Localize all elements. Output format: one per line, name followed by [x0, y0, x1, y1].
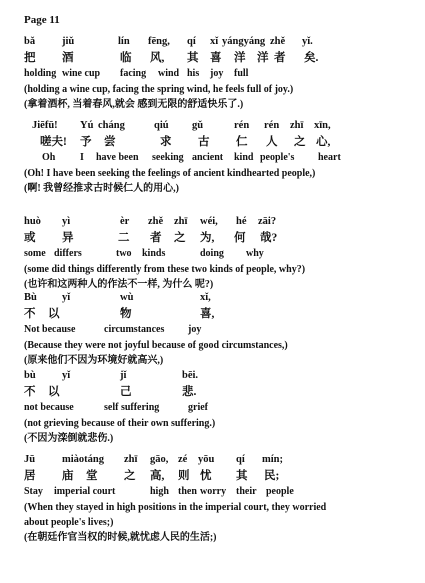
gloss-token: Not because — [24, 324, 76, 335]
hanzi-token: 把 — [24, 52, 36, 64]
gloss-token: two — [116, 248, 132, 259]
pinyin-token: fēng, — [148, 36, 170, 47]
gloss-token: people — [266, 486, 294, 497]
verse-section — [24, 118, 419, 196]
hanzi-token: 哉? — [260, 232, 278, 244]
hanzi-token: 之 — [174, 232, 186, 244]
gloss-token: doing — [200, 248, 224, 259]
gloss-token: people's — [260, 152, 295, 163]
english-translation: (holding a wine cup, facing the spring wind, he feels full of joy.) — [24, 84, 294, 95]
english-translation: (When they stayed in high positions in the imperial court, they worried — [24, 502, 327, 513]
gloss-token: his — [187, 68, 200, 79]
hanzi-line — [24, 468, 419, 484]
hanzi-token: 何 — [234, 232, 246, 244]
hanzi-token: 居 — [24, 470, 36, 482]
verse-section — [24, 452, 419, 545]
gloss-line — [24, 246, 419, 262]
gloss-token: facing — [120, 68, 147, 79]
pinyin-token: gǔ — [192, 120, 204, 131]
hanzi-token: 矣. — [304, 52, 319, 64]
hanzi-token: 堂 — [86, 470, 98, 482]
gloss-token: wine cup — [62, 68, 101, 79]
pinyin-token: Jū — [24, 454, 36, 465]
hanzi-token: 物 — [120, 308, 132, 320]
hanzi-token: 高, — [150, 470, 165, 482]
pinyin-token: zāi? — [258, 216, 277, 227]
pinyin-token: xǐ, — [200, 292, 211, 303]
pinyin-line — [24, 368, 419, 384]
gloss-token: Oh — [42, 152, 56, 163]
gloss-token: kind — [234, 152, 254, 163]
hanzi-line — [24, 50, 419, 66]
pinyin-token: rén — [264, 120, 280, 131]
verse-section — [24, 214, 419, 292]
gloss-line — [24, 66, 419, 82]
english-translation: (some did things differently from these two kinds of people, why?) — [24, 264, 306, 275]
hanzi-token: 不 — [24, 308, 36, 320]
hanzi-token: 者 — [150, 232, 162, 244]
gloss-token: worry — [200, 486, 227, 497]
pinyin-token: xǐ — [210, 36, 219, 47]
pinyin-token: bù — [24, 370, 36, 381]
gloss-token: seeking — [152, 152, 184, 163]
pinyin-token: xīn, — [314, 120, 331, 131]
pinyin-token: zhě — [148, 216, 164, 227]
verse-section — [24, 290, 419, 368]
hanzi-line — [24, 306, 419, 322]
pinyin-token: cháng — [98, 120, 125, 131]
gloss-line — [24, 150, 419, 166]
gloss-line — [24, 400, 419, 416]
hanzi-token: 庙 — [62, 470, 74, 482]
gloss-token: full — [234, 68, 249, 79]
pinyin-token: yǐ — [62, 370, 71, 381]
pinyin-token: yǐ. — [302, 36, 313, 47]
hanzi-token: 以 — [48, 308, 60, 320]
pinyin-token: huò — [24, 216, 41, 227]
hanzi-token: 酒 — [62, 52, 74, 64]
gloss-line — [24, 484, 419, 500]
gloss-token: ancient — [192, 152, 224, 163]
gloss-token: differs — [54, 248, 82, 259]
pinyin-token: gāo, — [150, 454, 169, 465]
hanzi-line — [24, 134, 419, 150]
hanzi-token: 喜 — [210, 52, 222, 64]
english-translation: (Oh! I have been seeking the feelings of ancient kindhearted people,) — [24, 168, 316, 179]
pinyin-line — [24, 214, 419, 230]
gloss-token: some — [24, 248, 46, 259]
gloss-token: wind — [158, 68, 180, 79]
hanzi-line — [24, 384, 419, 400]
gloss-token: their — [236, 486, 257, 497]
pinyin-token: mín; — [262, 454, 283, 465]
hanzi-token: 忧 — [200, 470, 212, 482]
pinyin-line — [24, 34, 419, 50]
pinyin-token: zhī — [174, 216, 188, 227]
hanzi-token: 予 — [80, 136, 92, 148]
hanzi-token: 民; — [264, 470, 280, 482]
hanzi-token: 则 — [178, 470, 190, 482]
hanzi-token: 风, — [150, 52, 165, 64]
pinyin-token: hé — [236, 216, 247, 227]
gloss-line — [24, 322, 419, 338]
hanzi-line — [24, 230, 419, 246]
gloss-token: not because — [24, 402, 74, 413]
chinese-translation: (在朝廷作官当权的时候,就忧虑人民的生活;) — [24, 532, 217, 543]
gloss-token: grief — [188, 402, 208, 413]
hanzi-token: 求 — [160, 136, 172, 148]
pinyin-token: zhī — [124, 454, 138, 465]
hanzi-token: 之 — [294, 136, 306, 148]
verse-section — [24, 34, 419, 112]
hanzi-token: 古 — [198, 136, 210, 148]
gloss-token: joy — [188, 324, 202, 335]
hanzi-token: 其 — [187, 52, 199, 64]
pinyin-token: yì — [62, 216, 71, 227]
pinyin-token: Jiēfū! — [32, 120, 58, 131]
hanzi-token: 仁 — [236, 136, 248, 148]
hanzi-token: 其 — [236, 470, 248, 482]
english-translation: (not grieving because of their own suffering.) — [24, 418, 216, 429]
pinyin-token: jiǔ — [62, 36, 75, 47]
pinyin-token: zhī — [290, 120, 304, 131]
hanzi-token: 悲. — [182, 386, 197, 398]
english-translation: (Because they were not joyful because of good circumstances,) — [24, 340, 288, 351]
hanzi-token: 二 — [118, 232, 130, 244]
gloss-token: joy — [210, 68, 224, 79]
gloss-token: have been — [96, 152, 139, 163]
gloss-token: Stay — [24, 486, 43, 497]
pinyin-token: yángyáng — [222, 36, 266, 47]
hanzi-token: 洋 — [234, 52, 246, 64]
hanzi-token: 异 — [62, 232, 74, 244]
gloss-token: self suffering — [104, 402, 160, 413]
hanzi-token: 之 — [124, 470, 136, 482]
pinyin-token: Yú — [80, 120, 94, 131]
pinyin-token: wéi, — [200, 216, 218, 227]
pinyin-line — [24, 290, 419, 306]
gloss-token: high — [150, 486, 169, 497]
gloss-token: circumstances — [104, 324, 165, 335]
hanzi-token: 者 — [274, 52, 286, 64]
hanzi-token: 人 — [266, 136, 278, 148]
gloss-token: imperial court — [54, 486, 116, 497]
pinyin-token: rén — [234, 120, 250, 131]
pinyin-token: qí — [236, 454, 245, 465]
chinese-translation: (拿着酒杯, 当着春风,就会 感到无限的舒适快乐了.) — [24, 99, 244, 110]
pinyin-token: wù — [120, 292, 134, 303]
hanzi-token: 为, — [200, 232, 215, 244]
gloss-token: why — [246, 248, 264, 259]
pinyin-token: zé — [178, 454, 188, 465]
hanzi-token: 洋 — [257, 52, 269, 64]
hanzi-token: 喜, — [200, 308, 215, 320]
hanzi-token: 尝 — [104, 136, 116, 148]
hanzi-token: 以 — [48, 386, 60, 398]
chinese-translation: (也许和这两种人的作法不一样, 为什么 呢?) — [24, 279, 214, 290]
gloss-token: kinds — [142, 248, 166, 259]
hanzi-token: 心, — [316, 136, 331, 148]
chinese-translation: (不因为滦倒就悲伤.) — [24, 433, 114, 444]
pinyin-token: bǎ — [24, 36, 36, 47]
pinyin-token: lín — [118, 36, 130, 47]
chinese-translation: (啊! 我曾经推求古时候仁人的用心,) — [24, 183, 179, 194]
gloss-token: then — [178, 486, 197, 497]
pinyin-token: bēi. — [182, 370, 199, 381]
gloss-token: holding — [24, 68, 57, 79]
gloss-token: heart — [318, 152, 341, 163]
pinyin-line — [24, 452, 419, 468]
verse-section — [24, 368, 419, 446]
pinyin-token: miàotáng — [62, 454, 104, 465]
hanzi-token: 嗟夫! — [40, 136, 67, 148]
hanzi-token: 己 — [120, 386, 132, 398]
gloss-token: I — [80, 152, 84, 163]
hanzi-token: 不 — [24, 386, 36, 398]
pinyin-token: yǐ — [62, 292, 71, 303]
pinyin-token: yōu — [198, 454, 215, 465]
english-translation-cont: about people's lives;) — [24, 517, 114, 528]
pinyin-token: qiú — [154, 120, 169, 131]
hanzi-token: 或 — [24, 232, 36, 244]
pinyin-token: Bù — [24, 292, 37, 303]
pinyin-line — [24, 118, 419, 134]
pinyin-token: jǐ — [120, 370, 127, 381]
chinese-translation: (原来他们不因为环境好就高兴,) — [24, 355, 164, 366]
pinyin-token: zhě — [270, 36, 286, 47]
pinyin-token: qí — [187, 36, 196, 47]
pinyin-token: èr — [120, 216, 130, 227]
hanzi-token: 临 — [120, 52, 132, 64]
page-number: Page 11 — [24, 14, 60, 26]
